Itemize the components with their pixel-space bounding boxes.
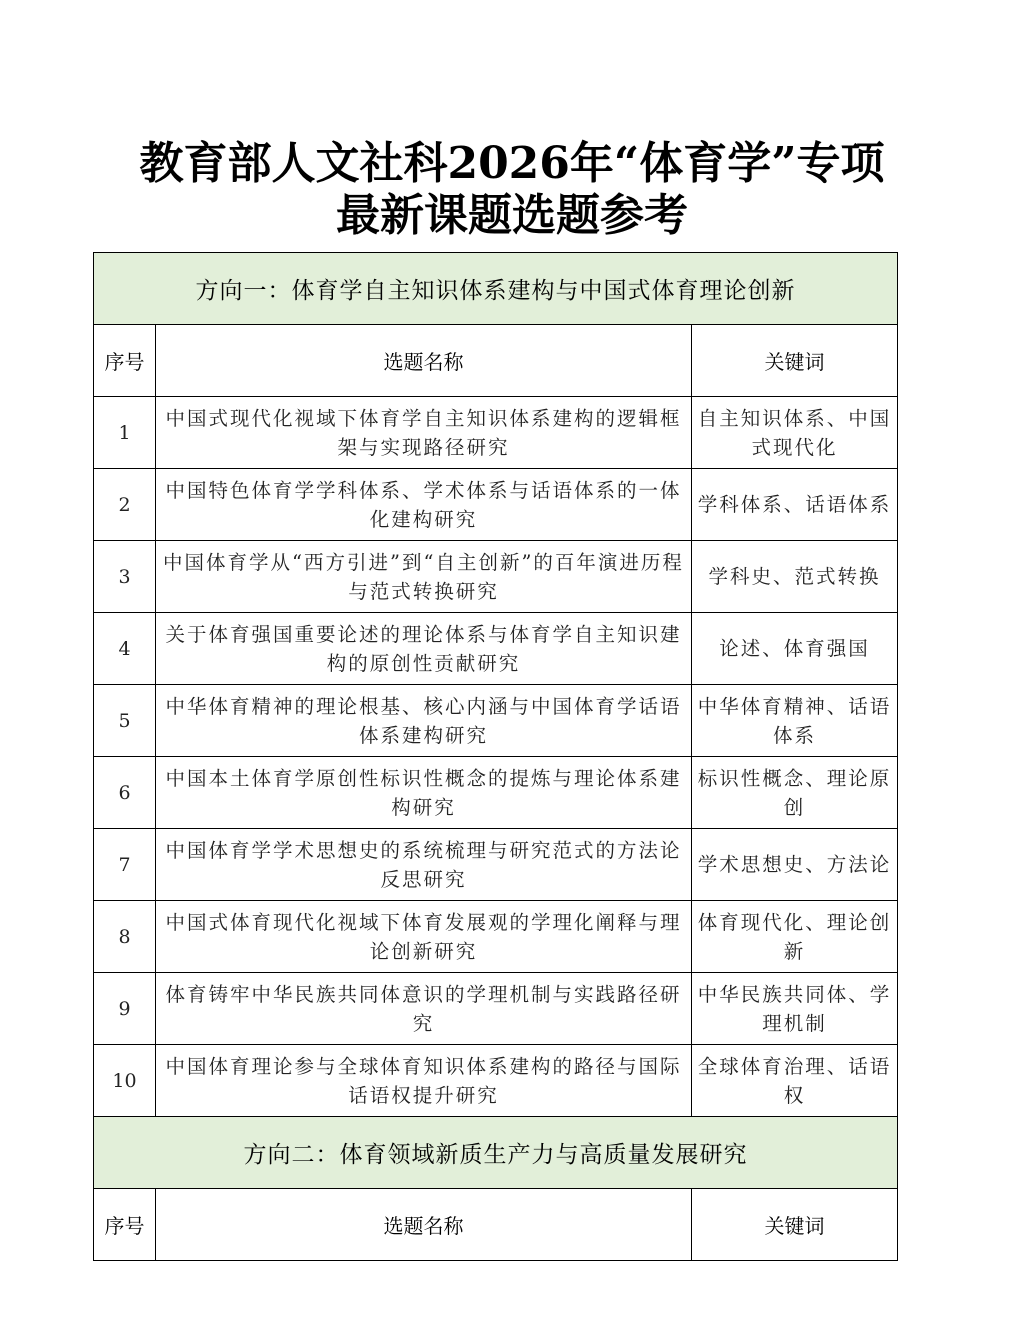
row-topic: 关于体育强国重要论述的理论体系与体育学自主知识建构的原创性贡献研究 [156, 613, 692, 685]
row-topic: 中国体育学学术思想史的系统梳理与研究范式的方法论反思研究 [156, 829, 692, 901]
table-row [94, 685, 898, 757]
document-title [0, 138, 1024, 242]
row-number: 8 [94, 901, 156, 973]
row-number: 2 [94, 469, 156, 541]
table-row [94, 397, 898, 469]
row-topic: 中国体育学从“西方引进”到“自主创新”的百年演进历程与范式转换研究 [156, 541, 692, 613]
row-number: 4 [94, 613, 156, 685]
row-keywords: 学科史、范式转换 [692, 541, 898, 613]
table-row [94, 469, 898, 541]
row-number: 6 [94, 757, 156, 829]
table-row [94, 829, 898, 901]
row-keywords: 标识性概念、理论原创 [692, 757, 898, 829]
table-row [94, 901, 898, 973]
row-topic: 体育铸牢中华民族共同体意识的学理机制与实践路径研究 [156, 973, 692, 1045]
topics-table [93, 252, 898, 1261]
column-header-index: 序号 [94, 325, 156, 397]
section-2-heading-row [94, 1117, 898, 1189]
title-line-2: 最新课题选题参考 [336, 190, 688, 241]
section-2-heading: 方向二：体育领域新质生产力与高质量发展研究 [94, 1117, 898, 1189]
table-row [94, 613, 898, 685]
table-row [94, 973, 898, 1045]
row-topic: 中国式体育现代化视域下体育发展观的学理化阐释与理论创新研究 [156, 901, 692, 973]
row-topic: 中国式现代化视域下体育学自主知识体系建构的逻辑框架与实现路径研究 [156, 397, 692, 469]
column-header-keywords: 关键词 [692, 1189, 898, 1261]
title-line-1: 教育部人文社科2026年“体育学”专项 [139, 138, 885, 189]
row-keywords: 中华体育精神、话语体系 [692, 685, 898, 757]
header-row [94, 1189, 898, 1261]
table-row [94, 541, 898, 613]
row-topic: 中国体育理论参与全球体育知识体系建构的路径与国际话语权提升研究 [156, 1045, 692, 1117]
table-row [94, 1045, 898, 1117]
column-header-topic: 选题名称 [156, 325, 692, 397]
row-keywords: 全球体育治理、话语权 [692, 1045, 898, 1117]
row-keywords: 论述、体育强国 [692, 613, 898, 685]
column-header-topic: 选题名称 [156, 1189, 692, 1261]
row-keywords: 自主知识体系、中国式现代化 [692, 397, 898, 469]
row-keywords: 学术思想史、方法论 [692, 829, 898, 901]
column-header-keywords: 关键词 [692, 325, 898, 397]
table-row [94, 757, 898, 829]
row-number: 9 [94, 973, 156, 1045]
column-header-index: 序号 [94, 1189, 156, 1261]
row-number: 7 [94, 829, 156, 901]
row-topic: 中国特色体育学学科体系、学术体系与话语体系的一体化建构研究 [156, 469, 692, 541]
row-topic: 中华体育精神的理论根基、核心内涵与中国体育学话语体系建构研究 [156, 685, 692, 757]
row-number: 5 [94, 685, 156, 757]
row-number: 10 [94, 1045, 156, 1117]
section-1-heading: 方向一：体育学自主知识体系建构与中国式体育理论创新 [94, 253, 898, 325]
row-keywords: 体育现代化、理论创新 [692, 901, 898, 973]
row-keywords: 中华民族共同体、学理机制 [692, 973, 898, 1045]
section-1-heading-row [94, 253, 898, 325]
row-number: 3 [94, 541, 156, 613]
row-number: 1 [94, 397, 156, 469]
row-keywords: 学科体系、话语体系 [692, 469, 898, 541]
row-topic: 中国本土体育学原创性标识性概念的提炼与理论体系建构研究 [156, 757, 692, 829]
header-row [94, 325, 898, 397]
